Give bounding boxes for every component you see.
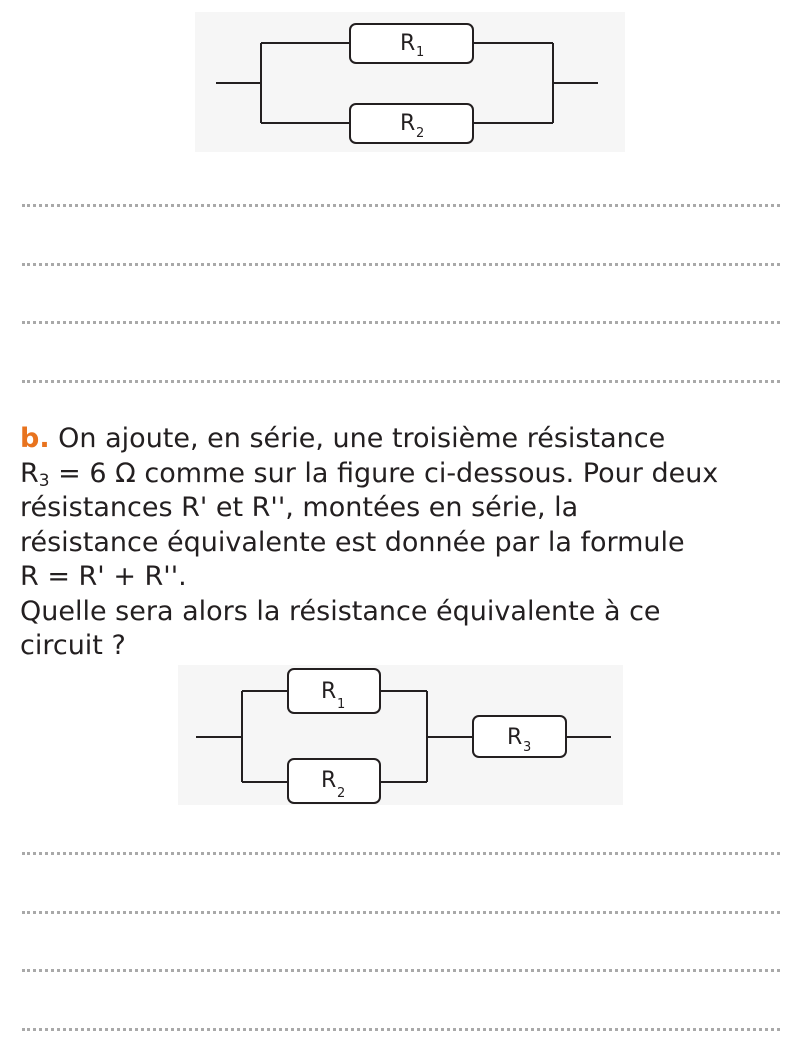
answer-line <box>22 969 780 972</box>
resistor-r2-index: 2 <box>416 126 425 141</box>
answer-line <box>22 911 780 914</box>
answer-line <box>22 263 780 266</box>
resistor-r2 <box>350 104 473 143</box>
question-line-3: résistances R' et R'', montées en série, la <box>20 492 579 523</box>
resistor-r3 <box>473 716 566 757</box>
question-line-4: résistance équivalente est donnée par la formule <box>20 526 685 558</box>
resistor-r1 <box>288 669 380 713</box>
question-line-5: R = R' + R''. <box>20 561 187 592</box>
question-line-6: Quelle sera alors la résistance équivalente à ce <box>20 595 661 627</box>
resistor-r2-index: 2 <box>337 786 346 801</box>
answer-line <box>22 204 780 207</box>
resistor-r3-label: R <box>507 725 523 750</box>
circuit-figure-parallel <box>0 0 803 160</box>
resistor-r1-index: 1 <box>416 45 425 60</box>
question-label: b. <box>20 423 50 454</box>
circuit-figure-series <box>0 660 803 810</box>
answer-line <box>22 852 780 855</box>
question-b <box>20 422 790 664</box>
question-line-1: b. On ajoute, en série, une troisième résistance <box>20 423 666 454</box>
answer-line <box>22 1028 780 1031</box>
resistor-r2-label: R <box>321 768 337 793</box>
resistor-r1 <box>350 24 473 63</box>
resistor-r1-label: R <box>400 31 416 56</box>
answer-line <box>22 321 780 324</box>
question-line-7: circuit ? <box>20 630 126 661</box>
resistor-r1-label: R <box>321 679 337 704</box>
question-line-2: $R_3 = 6$ Ω comme sur la figure ci-dessous. Pour deux <box>20 457 719 491</box>
resistor-r2-label: R <box>400 111 416 136</box>
resistor-r2 <box>288 759 380 803</box>
resistor-r3-index: 3 <box>523 740 532 755</box>
resistor-r1-index: 1 <box>337 697 346 712</box>
answer-line <box>22 380 780 383</box>
